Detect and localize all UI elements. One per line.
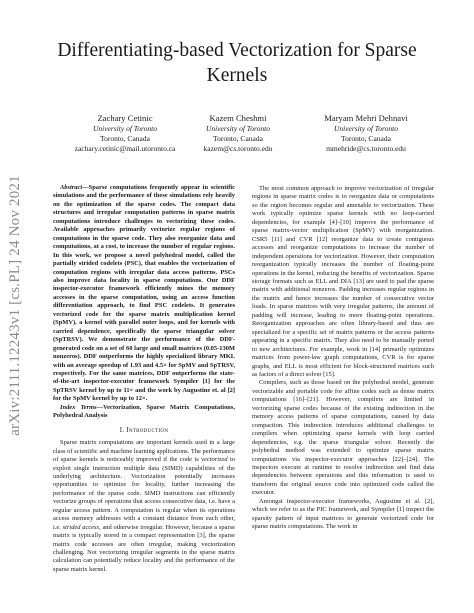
index-terms <box>53 404 235 421</box>
author-name: Zachary Cetinic <box>97 113 153 123</box>
intro-text: Sparse matrix computations are important kernels used in a large class of scientific and machine learning applications. The performance of sparse kernels is noticeably improved if the code is <box>53 439 235 464</box>
intro-text: to exploit single instruction multiple data (SIMD) capabilities of the underlying architecture. Vectorization potentially increases opportunities to optimize for locality, further increasing the performance of the sparse code. SIMD instructions can efficiently vectorize groups of operations that access consecutive data, i.e. have a regular access pattern. A computation is regular when its operations access memory addresses with a constant distance from each other, i.e. <box>53 456 235 531</box>
abstract-label: Abstract <box>60 184 83 191</box>
intro-emphasis: strided access <box>62 523 100 531</box>
author-email: zachary.cetinic@mail.utoronto.ca <box>74 144 176 153</box>
left-column <box>53 184 235 574</box>
author-email: mmehride@cs.toronto.edu <box>326 144 406 153</box>
author-affiliation: University of Toronto <box>333 124 399 133</box>
author-block-1 <box>60 113 190 154</box>
arxiv-id: arXiv:2111.12243v1 [cs.PL] 24 Nov 2021 <box>6 174 23 436</box>
index-terms-text: —Vectorization, Sparse Matrix Computations, Polyhedral Analysis <box>53 403 235 420</box>
author-location: Toronto, Canada <box>341 134 391 143</box>
right-column <box>252 185 434 532</box>
section-heading: I. Introduction <box>119 426 169 434</box>
author-email: kazem@cs.toronto.edu <box>203 144 273 153</box>
author-name: Kazem Cheshmi <box>209 113 267 123</box>
body-paragraph: The most common approach to improve vectorization of irregular regions in sparse matrix codes is to reorganize data or computations so the region becomes regular and amenable to vectorization. These work typically optimize sparse kernels with no loop-carried dependencies, for example [4]–[10] improve the performance of sparse matrix-vector multiplication (SpMV) with reorganization. CSR5 [11] and CVR [12] reorganize data to create contiguous accesses and reorganize computations to increase the number of independent operations for vectorization. However, their computation reorganization typically increases the number of floating-point operations in the kernel, reducing the benefits of vectorization. Sparse storage formats such as ELL and DIA [13] are used to pad the sparse matrix with additional nonzeros. Padding increases regular regions in the matrix and hence increases the number of consecutive vector loads. In sparse matrices with very irregular patterns, the amount of padding will increase, leading to more floating-point operations. Reorganization approaches are often library-based and thus are specialized for a specific set of matrix patterns or the access patterns appearing in a specific matrix. They also need to be manually ported to new architectures. For example, work in [14] primarily optimizes matrices from power-law graph computations, CVR is for sparse graphs, and ELL is most efficient for block-structured matrices such as factors of a direct solver [15]. <box>252 185 434 378</box>
arxiv-identifier-stamp <box>4 150 26 460</box>
author-affiliation: University of Toronto <box>92 124 158 133</box>
intro-text: , and otherwise irregular. However, because a sparse matrix is typically stored in a compact representation [3], the sparse matrix code accesses are often irregular, making vectorization challenging. Not vectorizing irregular segments in the sparse matrix calculation can potentially reduce locality and the performance of the sparse matrix kernel. <box>53 523 235 573</box>
abstract <box>53 184 235 404</box>
paper-title: Differentiating-based Vectorization for Sparse Kernels <box>57 40 417 86</box>
author-name: Maryam Mehri Dehnavi <box>324 113 408 123</box>
author-block-3 <box>296 113 436 154</box>
intro-emphasis: vectorized <box>201 456 228 464</box>
body-paragraph: Compilers, such as those based on the polyhedral model, generate vectorizable and portable code for affine codes such as dense matrix computations [16]–[21]. However, compilers are limited in vectorizing sparse codes because of the existing indirection in the memory access patterns of sparse computations, caused by data compaction. This indirection introduces additional challenges to compilers when optimizing sparse kernels with loop carried dependencies, e.g. the sparse triangular solver. Recently the polyhedral method was extended to optimize sparse matrix computations via inspector-executor approaches [22]–[24]. The inspectors execute at runtime to resolve indirection and find data dependencies between operations and this information is used to transform the original source code into optimized code called the executor. <box>252 379 434 497</box>
body-paragraph: Amongst inspector-executor frameworks, Augustine et al. [2], which we refer to as the PIC framework, and Sympiler [1] inspect the sparsity pattern of input matrices to generate vectorized code for sparse matrix computations. The work in <box>252 497 434 531</box>
author-block-2 <box>180 113 296 154</box>
author-location: Toronto, Canada <box>213 134 263 143</box>
index-terms-label: Index Terms <box>60 403 97 411</box>
author-location: Toronto, Canada <box>100 134 150 143</box>
intro-paragraph <box>53 439 235 574</box>
abstract-text: —Sparse computations frequently appear in scientific simulations and the performance of these simulations rely heavily on the optimization of the sparse codes. The compact data structures and irregular computation patterns in sparse matrix computations introduce challenges to vectorizing these codes. Available approaches primarily vectorize regular regions of computations in the sparse code. They also reorganize data and computations, at a cost, to increase the number of regular regions. In this work, we propose a novel polyhedral model, called the partially strided codelets (PSC), that enables the vectorization of computation regions with irregular data access patterns. PSCs also improve data locality in sparse computations. Our DDF inspector-executor framework efficiently mines the memory accesses in the sparse computation, using an access function differentiation approach, to find PSC codelets. It generates vectorized code for the sparse matrix multiplication kernel (SpMV), a kernel with parallel outer loops, and for kernels with carried dependence, specifically the sparse triangular solver (SpTRSV). We demonstrate the performance of the DDF-generated code on a set of 60 large and small matrices (0.05-130M nonzeros). DDF outperforms the highly specialized library MKL with an average speedup of 1.93 and 4.5× for SpMV and SpTRSV, respectively. For the same matrices, DDF outperforms the state-of-the-art inspector-executor framework Sympiler [1] for the SpTRSV kernel by up to 11× and the work by Augustine et. al [2] for the SpMV kernel by up to 12×. <box>53 184 235 403</box>
author-affiliation: University of Toronto <box>205 124 271 133</box>
